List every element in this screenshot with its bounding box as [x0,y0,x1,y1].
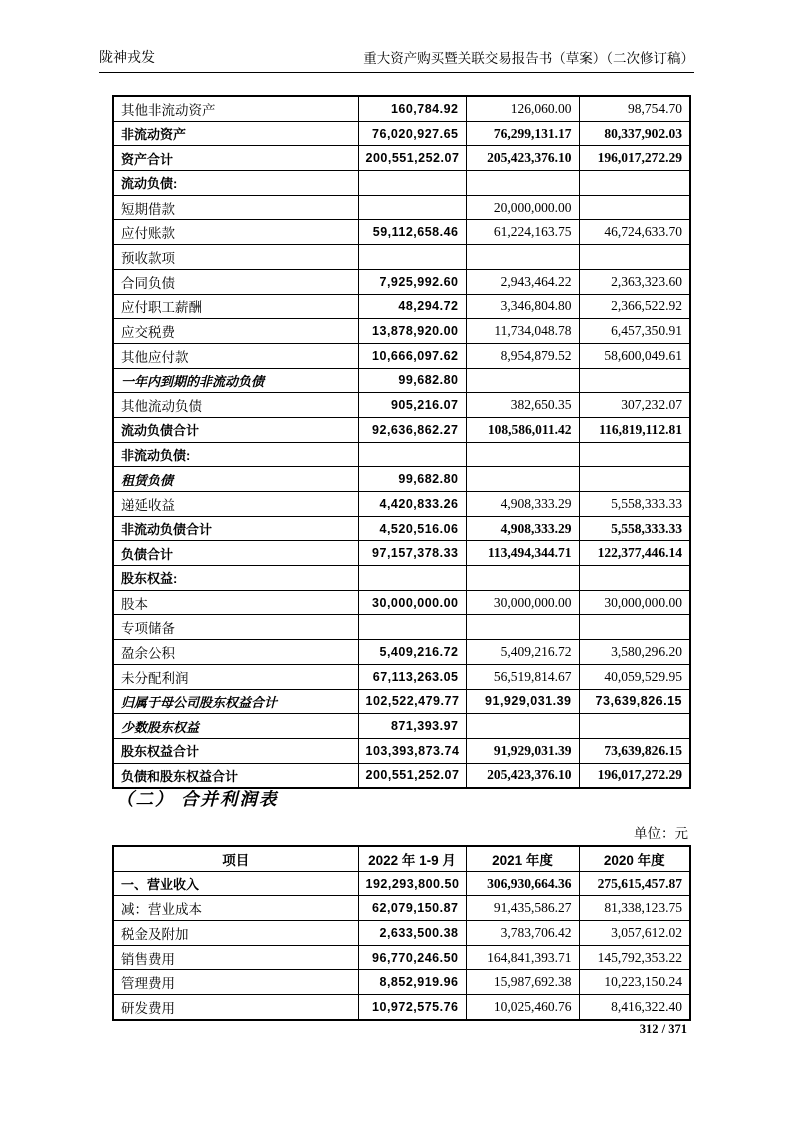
value-cell-c2: 56,519,814.67 [466,664,579,689]
value-cell-c3 [579,566,690,591]
row-label: 资产合计 [113,146,358,171]
value-cell-c1: 8,852,919.96 [358,970,466,995]
page-header [99,47,694,73]
table-row [113,294,690,319]
value-cell-c2: 306,930,664.36 [466,871,579,896]
table-row [113,921,690,946]
value-cell-c2: 2,943,464.22 [466,269,579,294]
value-cell-c2: 61,224,163.75 [466,220,579,245]
value-cell-c1 [358,566,466,591]
row-label: 研发费用 [113,995,358,1020]
row-label: 股东权益合计 [113,738,358,763]
report-title: 重大资产购买暨关联交易报告书（草案）（二次修订稿） [363,51,694,66]
row-label: 其他流动负债 [113,393,358,418]
row-label: 盈余公积 [113,640,358,665]
value-cell-c3 [579,615,690,640]
table-row [113,146,690,171]
table-row [113,393,690,418]
row-label: 一年内到期的非流动负债 [113,368,358,393]
table-row [113,442,690,467]
value-cell-c1: 59,112,658.46 [358,220,466,245]
table-row [113,714,690,739]
value-cell-c1: 99,682.80 [358,467,466,492]
value-cell-c3: 122,377,446.14 [579,541,690,566]
table-row [113,492,690,517]
value-cell-c3: 307,232.07 [579,393,690,418]
value-cell-c1: 99,682.80 [358,368,466,393]
value-cell-c1: 62,079,150.87 [358,896,466,921]
value-cell-c3: 2,366,522.92 [579,294,690,319]
value-cell-c2: 76,299,131.17 [466,121,579,146]
value-cell-c3: 98,754.70 [579,96,690,121]
table-row [113,664,690,689]
value-cell-c2: 10,025,460.76 [466,995,579,1020]
value-cell-c3 [579,714,690,739]
value-cell-c3 [579,171,690,196]
value-cell-c3: 40,059,529.95 [579,664,690,689]
value-cell-c1: 92,636,862.27 [358,417,466,442]
value-cell-c3: 46,724,633.70 [579,220,690,245]
value-cell-c1: 102,522,479.77 [358,689,466,714]
value-cell-c3: 2,363,323.60 [579,269,690,294]
table-row [113,171,690,196]
value-cell-c1: 97,157,378.33 [358,541,466,566]
value-cell-c1: 4,520,516.06 [358,516,466,541]
value-cell-c2: 91,435,586.27 [466,896,579,921]
table-row [113,763,690,788]
value-cell-c1: 30,000,000.00 [358,590,466,615]
table-row [113,590,690,615]
row-label: 归属于母公司股东权益合计 [113,689,358,714]
value-cell-c2 [466,566,579,591]
value-cell-c1: 10,666,097.62 [358,343,466,368]
value-cell-c2: 15,987,692.38 [466,970,579,995]
row-label: 应付账款 [113,220,358,245]
value-cell-c1: 2,633,500.38 [358,921,466,946]
value-cell-c1: 10,972,575.76 [358,995,466,1020]
value-cell-c2: 8,954,879.52 [466,343,579,368]
row-label: 负债和股东权益合计 [113,763,358,788]
value-cell-c1: 7,925,992.60 [358,269,466,294]
table-row [113,871,690,896]
value-cell-c3: 5,558,333.33 [579,516,690,541]
table-row [113,566,690,591]
row-label: 销售费用 [113,945,358,970]
table-row [113,319,690,344]
value-cell-c2: 30,000,000.00 [466,590,579,615]
column-header-2022: 2022 年 1-9 月 [358,846,466,871]
row-label: 非流动负债合计 [113,516,358,541]
value-cell-c2: 4,908,333.29 [466,516,579,541]
value-cell-c1: 5,409,216.72 [358,640,466,665]
table-row [113,121,690,146]
value-cell-c1: 96,770,246.50 [358,945,466,970]
row-label: 少数股东权益 [113,714,358,739]
value-cell-c1: 905,216.07 [358,393,466,418]
value-cell-c2: 382,650.35 [466,393,579,418]
value-cell-c3: 3,057,612.02 [579,921,690,946]
table-row [113,220,690,245]
value-cell-c1: 67,113,263.05 [358,664,466,689]
row-label: 预收款项 [113,245,358,270]
table-row [113,995,690,1020]
value-cell-c3 [579,368,690,393]
value-cell-c2 [466,171,579,196]
value-cell-c1 [358,171,466,196]
value-cell-c1 [358,615,466,640]
value-cell-c2: 164,841,393.71 [466,945,579,970]
table-row [113,516,690,541]
row-label: 管理费用 [113,970,358,995]
value-cell-c3: 3,580,296.20 [579,640,690,665]
value-cell-c1: 200,551,252.07 [358,763,466,788]
table-row [113,738,690,763]
income-statement-table [112,845,691,1021]
row-label: 税金及附加 [113,921,358,946]
table-row [113,269,690,294]
row-label: 流动负债合计 [113,417,358,442]
row-label: 应付职工薪酬 [113,294,358,319]
row-label: 专项储备 [113,615,358,640]
value-cell-c2 [466,442,579,467]
value-cell-c3 [579,442,690,467]
column-header-item: 项目 [113,846,358,871]
value-cell-c2: 4,908,333.29 [466,492,579,517]
value-cell-c1: 192,293,800.50 [358,871,466,896]
unit-note: 单位：元 [634,826,688,841]
table-row [113,467,690,492]
table-row [113,640,690,665]
value-cell-c1: 103,393,873.74 [358,738,466,763]
value-cell-c3: 58,600,049.61 [579,343,690,368]
value-cell-c3: 81,338,123.75 [579,896,690,921]
row-label: 减：营业成本 [113,896,358,921]
value-cell-c2: 5,409,216.72 [466,640,579,665]
row-label: 一、营业收入 [113,871,358,896]
value-cell-c1: 200,551,252.07 [358,146,466,171]
value-cell-c3: 10,223,150.24 [579,970,690,995]
value-cell-c3: 8,416,322.40 [579,995,690,1020]
value-cell-c2: 11,734,048.78 [466,319,579,344]
value-cell-c2: 205,423,376.10 [466,763,579,788]
value-cell-c1: 76,020,927.65 [358,121,466,146]
value-cell-c3: 73,639,826.15 [579,689,690,714]
value-cell-c3: 116,819,112.81 [579,417,690,442]
row-label: 短期借款 [113,195,358,220]
table-row [113,245,690,270]
table-row [113,615,690,640]
value-cell-c2: 20,000,000.00 [466,195,579,220]
section-heading: （二） 合并利润表 [116,789,279,809]
value-cell-c2: 113,494,344.71 [466,541,579,566]
value-cell-c3: 145,792,353.22 [579,945,690,970]
value-cell-c3: 30,000,000.00 [579,590,690,615]
value-cell-c3 [579,467,690,492]
row-label: 递延收益 [113,492,358,517]
table-row [113,343,690,368]
row-label: 合同负债 [113,269,358,294]
value-cell-c3: 275,615,457.87 [579,871,690,896]
row-label: 负债合计 [113,541,358,566]
row-label: 股东权益: [113,566,358,591]
value-cell-c2: 108,586,011.42 [466,417,579,442]
page-number: 312 / 371 [639,1022,687,1036]
table-row [113,945,690,970]
table-row [113,689,690,714]
value-cell-c3: 73,639,826.15 [579,738,690,763]
table-row [113,195,690,220]
value-cell-c2 [466,615,579,640]
value-cell-c3: 6,457,350.91 [579,319,690,344]
table-row [113,417,690,442]
value-cell-c3: 5,558,333.33 [579,492,690,517]
row-label: 非流动负债: [113,442,358,467]
column-header-2021: 2021 年度 [466,846,579,871]
value-cell-c3: 196,017,272.29 [579,763,690,788]
table-row [113,368,690,393]
row-label: 股本 [113,590,358,615]
value-cell-c1 [358,195,466,220]
value-cell-c2: 91,929,031.39 [466,689,579,714]
row-label: 非流动资产 [113,121,358,146]
table-row [113,541,690,566]
value-cell-c2: 3,783,706.42 [466,921,579,946]
row-label: 应交税费 [113,319,358,344]
value-cell-c1: 4,420,833.26 [358,492,466,517]
value-cell-c2 [466,467,579,492]
company-name: 陇神戎发 [99,51,155,66]
value-cell-c3: 80,337,902.03 [579,121,690,146]
row-label: 未分配利润 [113,664,358,689]
income-table-header-row [113,846,690,871]
value-cell-c1 [358,442,466,467]
value-cell-c1: 48,294.72 [358,294,466,319]
value-cell-c2: 205,423,376.10 [466,146,579,171]
row-label: 其他应付款 [113,343,358,368]
value-cell-c2: 126,060.00 [466,96,579,121]
row-label: 其他非流动资产 [113,96,358,121]
value-cell-c1: 13,878,920.00 [358,319,466,344]
value-cell-c1 [358,245,466,270]
balance-sheet-table [112,95,691,789]
value-cell-c2 [466,245,579,270]
value-cell-c1: 871,393.97 [358,714,466,739]
table-row [113,896,690,921]
column-header-2020: 2020 年度 [579,846,690,871]
value-cell-c2 [466,714,579,739]
value-cell-c2: 91,929,031.39 [466,738,579,763]
value-cell-c1: 160,784.92 [358,96,466,121]
value-cell-c2 [466,368,579,393]
value-cell-c3: 196,017,272.29 [579,146,690,171]
value-cell-c3 [579,245,690,270]
value-cell-c3 [579,195,690,220]
value-cell-c2: 3,346,804.80 [466,294,579,319]
table-row [113,970,690,995]
table-row [113,96,690,121]
row-label: 流动负债: [113,171,358,196]
row-label: 租赁负债 [113,467,358,492]
